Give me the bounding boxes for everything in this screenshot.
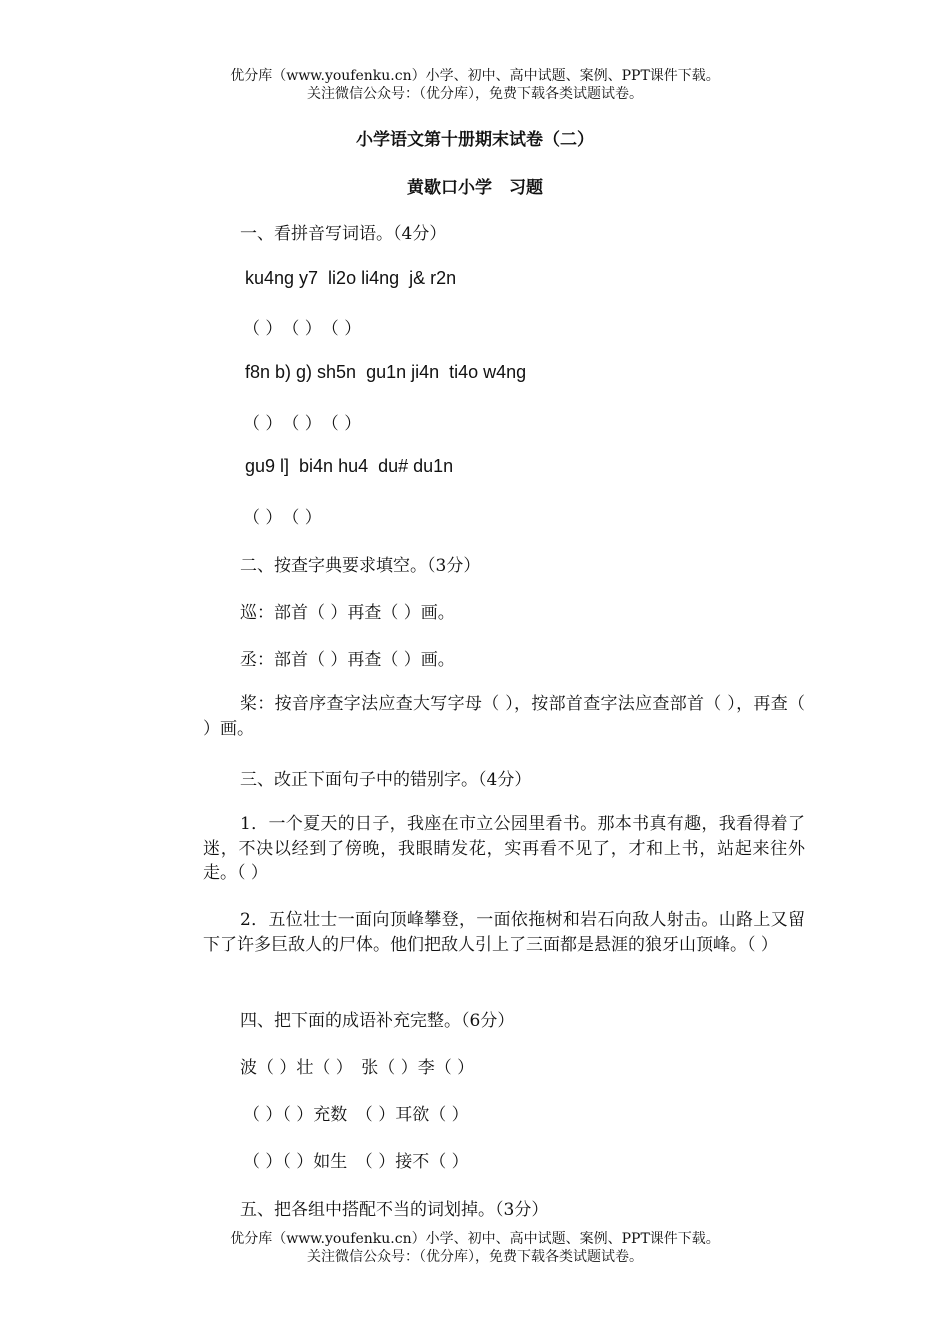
idiom-row-1: 波（ ）壮（ ） 张（ ）李（ ） [240,1058,475,1078]
typo-item-1: 1．一个夏天的日子，我座在市立公园里看书。那本书真有趣，我看得着了迷，不决以经到了傍晚，我眼睛发花，实再看不见了，才和上书，站起来往外走。（ ） [203,814,805,883]
header-line-2: 关注微信公众号：（优分库），免费下载各类试题试卷。 [307,86,643,102]
pinyin-row-3: gu9 l] bi4n hu4 du# du1n [245,456,454,476]
exam-title: 小学语文第十册期末试卷（二） [356,130,594,150]
exam-subtitle: 黄歇口小学 习题 [407,178,543,198]
answer-blanks-row-3: （ ） （ ） [243,508,322,528]
typo-item-2: 2．五位壮士一面向顶峰攀登，一面依拖树和岩石向敌人射击。山路上又留下了许多巨敌人的尸体。他们把敌人引上了三面都是悬涯的狼牙山顶峰。（ ） [203,910,805,955]
section-5-heading: 五、把各组中搭配不当的词划掉。（3分） [240,1200,549,1220]
dictionary-item-1: 巡：部首（ ）再查（ ）画。 [240,603,455,623]
answer-blanks-row-2: （ ） （ ） （ ） [243,414,362,434]
dictionary-item-3: 桨：按音序查字法应查大写字母（ ），按部首查字法应查部首（ ），再查（ ）画。 [203,694,805,739]
section-4-heading: 四、把下面的成语补充完整。（6分） [240,1011,515,1031]
pinyin-row-2: f8n b) g) sh5n gu1n ji4n ti4o w4ng [245,362,527,382]
dictionary-item-2: 丞：部首（ ）再查（ ）画。 [240,650,455,670]
footer-line-2: 关注微信公众号：（优分库），免费下载各类试题试卷。 [307,1249,643,1265]
idiom-row-3: （ ）（ ）如生 （ ）接不（ ） [243,1152,469,1172]
answer-blanks-row-1: （ ） （ ） （ ） [243,319,362,339]
section-2-heading: 二、按查字典要求填空。（3分） [240,556,481,576]
page-footer [0,1230,950,1266]
pinyin-row-1: ku4ng y7 li2o li4ng j& r2n [245,268,457,288]
page-header [0,67,950,103]
header-line-1: 优分库（www.youfenku.cn）小学、初中、高中试题、案例、PPT课件下载。 [230,68,720,84]
footer-line-1: 优分库（www.youfenku.cn）小学、初中、高中试题、案例、PPT课件下载。 [230,1231,720,1247]
idiom-row-2: （ ）（ ）充数 （ ）耳欲（ ） [243,1105,469,1125]
section-1-heading: 一、看拼音写词语。（4分） [240,224,447,244]
section-3-heading: 三、改正下面句子中的错别字。（4分） [240,770,532,790]
